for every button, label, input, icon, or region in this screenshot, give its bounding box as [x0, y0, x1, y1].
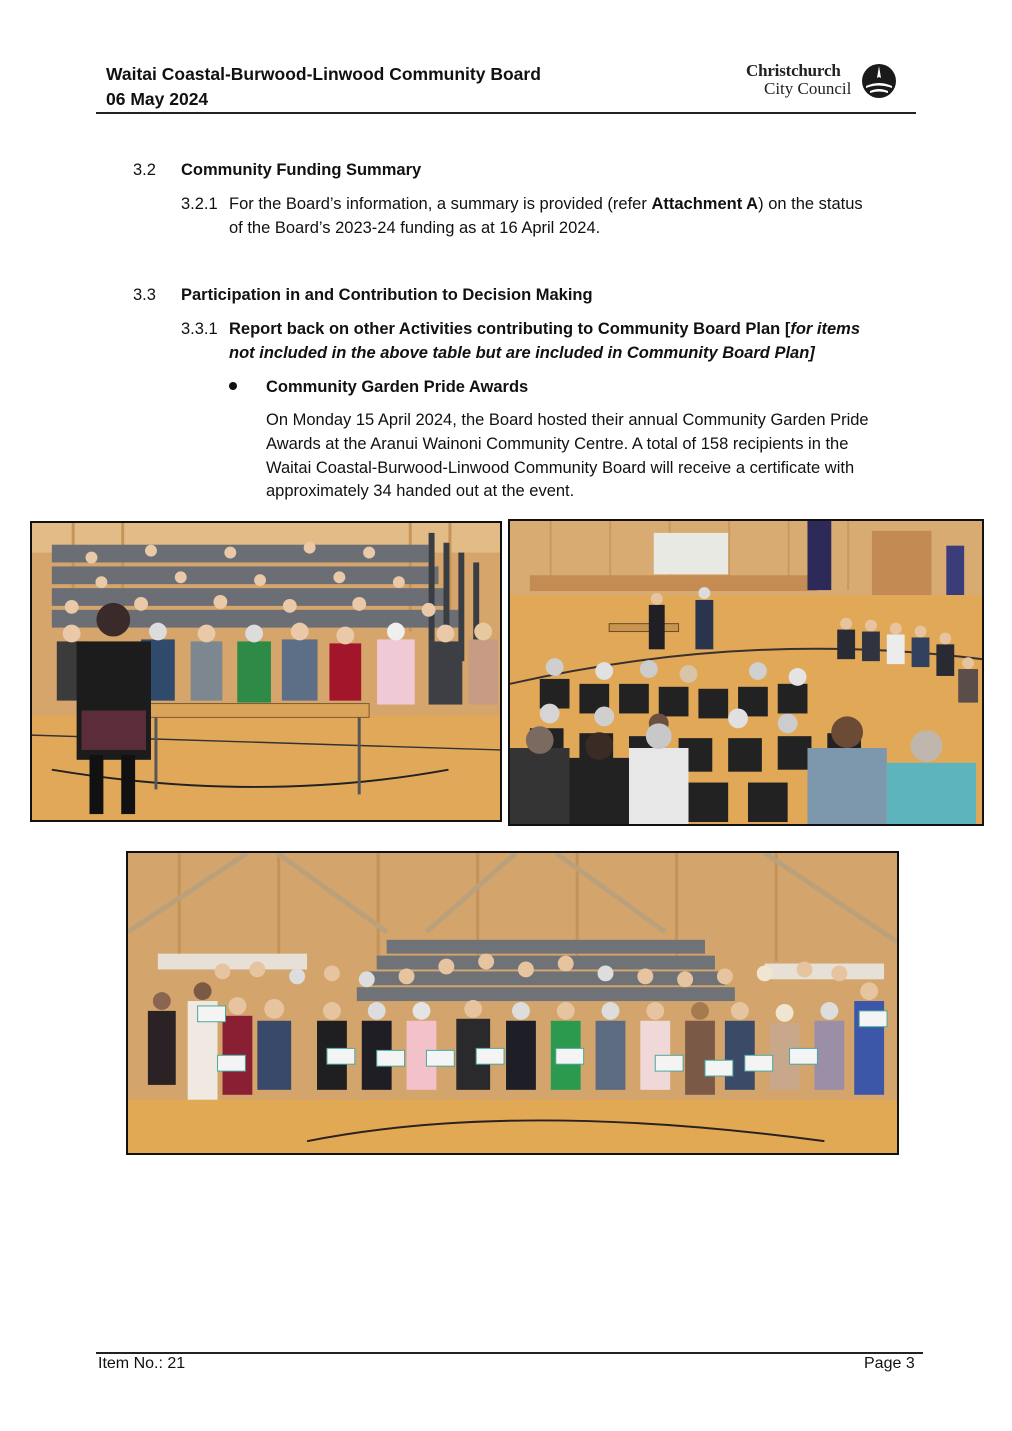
council-logo: [746, 62, 898, 104]
event-photo-group: [126, 851, 899, 1155]
item-title-3-3-1-line2: not included in the above table but are included in Community Board Plan]: [229, 344, 815, 362]
item-title-bold: Report back on other Activities contributing to Community Board Plan [: [229, 320, 791, 338]
section-number-3-3: 3.3: [133, 286, 156, 304]
paragraph-line: On Monday 15 April 2024, the Board hosted their annual Community Garden Pride: [266, 411, 869, 429]
footer-page-number: Page 3: [864, 1355, 915, 1372]
footer-item-number: Item No.: 21: [98, 1355, 186, 1372]
section-title-3-2: Community Funding Summary: [181, 161, 422, 179]
logo-line1: Christchurch: [746, 61, 841, 80]
logo-line2: City Council: [764, 79, 852, 98]
item-text-3-2-1-line1: [229, 192, 863, 216]
footer-rule: [96, 1352, 923, 1354]
item-text-part2: ) on the status: [758, 195, 863, 213]
cathedral-logo-icon: [860, 62, 898, 100]
page-header: [106, 62, 541, 112]
section-title-3-3: Participation in and Contribution to Decision Making: [181, 286, 593, 304]
paragraph-line: approximately 34 handed out at the event.: [266, 482, 575, 500]
section-number-3-2: 3.2: [133, 161, 156, 179]
paragraph-line: Waitai Coastal-Burwood-Linwood Community Board will receive a certificate with: [266, 459, 855, 477]
header-rule: [96, 112, 916, 114]
attachment-reference: Attachment A: [651, 195, 759, 213]
item-text-3-2-1-line2: of the Board’s 2023-24 funding as at 16 April 2024.: [229, 219, 601, 237]
item-number-3-3-1: 3.3.1: [181, 320, 218, 338]
item-text-part1: For the Board’s information, a summary is provided (refer: [229, 195, 652, 213]
item-number-3-2-1: 3.2.1: [181, 195, 218, 213]
item-title-italic-1: for items: [790, 320, 861, 338]
paragraph-line: Awards at the Aranui Wainoni Community Centre. A total of 158 recipients in the: [266, 435, 849, 453]
bullet-marker: [229, 382, 237, 390]
bullet-title: Community Garden Pride Awards: [266, 378, 529, 396]
meeting-date: 06 May 2024: [106, 89, 209, 109]
board-name: Waitai Coastal-Burwood-Linwood Community Board: [106, 64, 541, 84]
item-title-3-3-1-line1: [229, 317, 860, 341]
event-photo-hall: [508, 519, 984, 826]
event-photo-audience: [30, 521, 502, 822]
